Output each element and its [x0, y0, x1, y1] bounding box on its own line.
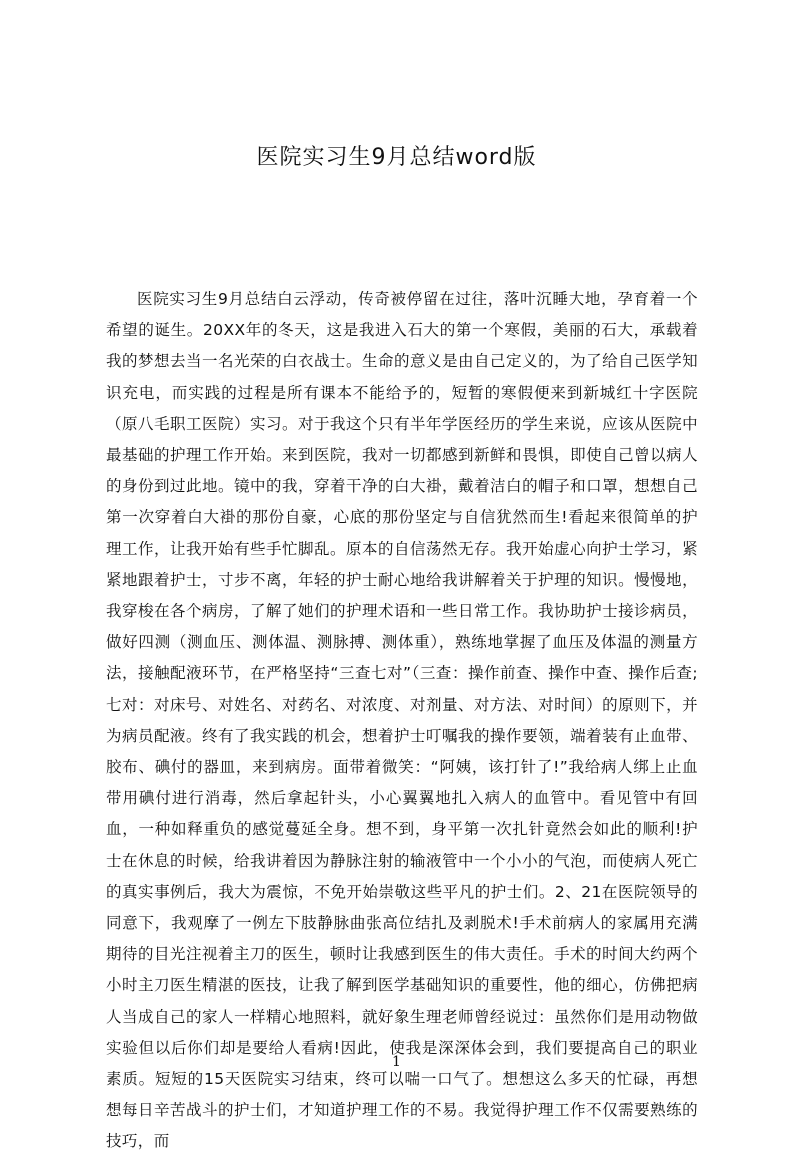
page-number: 1 [392, 1054, 401, 1070]
document-title: 医院实习生9月总结word版 [256, 145, 537, 170]
body-paragraph: 医院实习生9月总结白云浮动，传奇被停留在过往，落叶沉睡大地，孕育着一个希望的诞生。20XX年的冬天，这是我进入石大的第一个寒假，美丽的石大，承载着我的梦想去当一名光荣的白衣战士。生命的意义是由自己定义的，为了给自己医学知识充电，而实践的过程是所有课本不能给予的，短暂的寒假便来到新城红十字医院（原八毛职工医院）实习。对于我这个只有半年学医经历的学生来说，应该从医院中最基础的护理工作开始。来到医院，我对一切都感到新鲜和畏惧，即使自己曾以病人的身份到过此地。镜中的我，穿着干净的白大褂，戴着洁白的帽子和口罩，想想自己第一次穿着白大褂的那份自豪，心底的那份坚定与自信犹然而生!看起来很简单的护理工作，让我开始有些手忙脚乱。原本的自信荡然无存。我开始虚心向护士学习，紧紧地跟着护士，寸步不离，年轻的护士耐心地给我讲解着关于护理的知识。慢慢地，我穿梭在各个病房，了解了她们的护理术语和一些日常工作。我协助护士接诊病员，做好四测（测血压、测体温、测脉搏、测体重），熟练地掌握了血压及体温的测量方法，接触配液环节，在严格坚持“三查七对”（三查：操作前查、操作中查、操作后查;七对：对床号、对姓名、对药名、对浓度、对剂量、对方法、对时间）的原则下，并为病员配液。终有了我实践的机会，想着护士叮嘱我的操作要领，端着装有止血带、胶布、碘付的器皿，来到病房。面带着微笑：“阿姨，该打针了!”我给病人绑上止血带用碘付进行消毒，然后拿起针头，小心翼翼地扎入病人的血管中。看见管中有回血，一种如释重负的感觉蔓延全身。想不到，身平第一次扎针竟然会如此的顺利!护士在休息的时候，给我讲着因为静脉注射的输液管中一个小小的气泡，而使病人死亡的真实事例后，我大为震惊，不免开始崇敬这些平凡的护士们。2、21在医院领导的同意下，我观摩了一例左下肢静脉曲张高位结扎及剥脱术!手术前病人的家属用充满期待的目光注视着主刀的医生，顿时让我感到医生的伟大责任。手术的时间大约两个小时主刀医生精湛的医技，让我了解到医学基础知识的重要性，他的细心，仿佛把病人当成自己的家人一样精心地照料，就好象生理老师曾经说过：虽然你们是用动物做实验但以后你们却是要给人看病!因此，使我是深深体会到，我们要提高自己的职业素质。短短的15天医院实习结束，终可以喘一口气了。想想这么多天的忙碌，再想想每日辛苦战斗的护士们，才知道护理工作的不易。我觉得护理工作不仅需要熟练的技巧，而 [106, 290, 698, 1151]
